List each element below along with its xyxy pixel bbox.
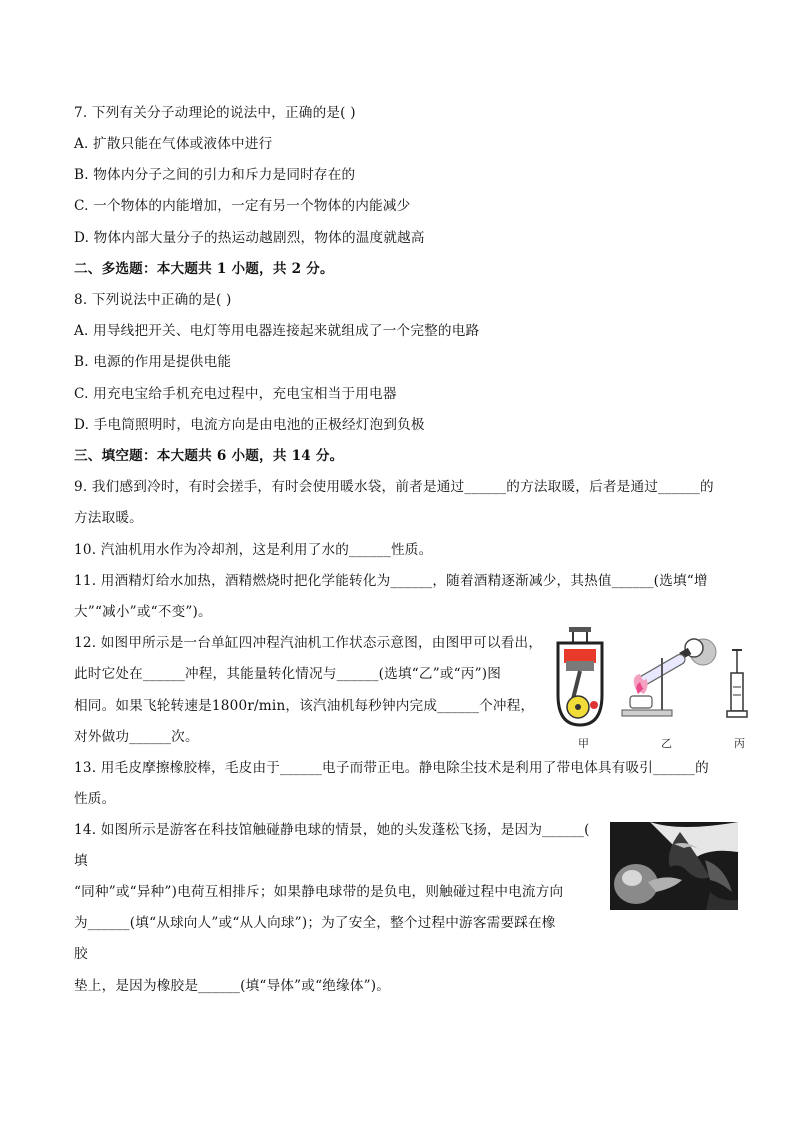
q8-option-c: C. 用充电宝给手机充电过程中，充电宝相当于用电器 bbox=[74, 386, 397, 402]
section-2-heading: 二、多选题：本大题共 1 小题，共 2 分。 bbox=[74, 261, 334, 277]
q12-line-4: 对外做功______次。 bbox=[74, 729, 199, 745]
q14-line-6: 垫上，是因为橡胶是______(填“导体”或“绝缘体”)。 bbox=[74, 978, 391, 994]
figure-caption-bing: 丙 bbox=[734, 737, 745, 750]
q9-line-2: 方法取暖。 bbox=[74, 510, 143, 526]
q12-line-3: 相同。如果飞轮转速是1800r/min，该汽油机每秒钟内完成______个冲程， bbox=[74, 698, 535, 714]
q10-line: 10. 汽油机用水作为冷却剂，这是利用了水的______性质。 bbox=[74, 542, 433, 558]
q8-option-a: A. 用导线把开关、电灯等用电器连接起来就组成了一个完整的电路 bbox=[74, 323, 480, 339]
q12-line-2: 此时它处在______冲程，其能量转化情况与______(选填“乙”或“丙”)图 bbox=[74, 666, 502, 682]
q7-option-c: C. 一个物体的内能增加，一定有另一个物体的内能减少 bbox=[74, 198, 411, 214]
q12-line-1: 12. 如图甲所示是一台单缸四冲程汽油机工作状态示意图，由图甲可以看出， bbox=[74, 635, 543, 651]
q13-line-1: 13. 用毛皮摩擦橡胶棒，毛皮由于______电子而带正电。静电除尘技术是利用了带电体具有吸引______的 bbox=[74, 760, 709, 776]
compression-cylinder-figure bbox=[722, 645, 752, 725]
q13-line-2: 性质。 bbox=[74, 791, 116, 807]
q11-line-2: 大”“减小”或“不变”)。 bbox=[74, 604, 212, 620]
test-tube-heating-figure bbox=[618, 638, 718, 723]
figure-caption-yi: 乙 bbox=[661, 737, 672, 750]
q14-line-4: 为______(填“从球向人”或“从人向球”)；为了安全，整个过程中游客需要踩在橡 bbox=[74, 915, 556, 931]
static-ball-photo bbox=[610, 822, 738, 910]
engine-diagram-figure bbox=[540, 625, 620, 730]
q14-line-3: “同种”或“异种”)电荷互相排斥；如果静电球带的是负电，则触碰过程中电流方向 bbox=[74, 884, 564, 900]
q7-option-a: A. 扩散只能在气体或液体中进行 bbox=[74, 136, 273, 152]
q7-stem: 7. 下列有关分子动理论的说法中，正确的是( ) bbox=[74, 105, 356, 121]
q14-line-2: 填 bbox=[74, 853, 88, 869]
figure-caption-jia: 甲 bbox=[578, 737, 589, 750]
q8-option-b: B. 电源的作用是提供电能 bbox=[74, 354, 232, 370]
q14-line-1: 14. 如图所示是游客在科技馆触碰静电球的情景，她的头发蓬松飞扬，是因为______( bbox=[74, 822, 590, 838]
q9-line-1: 9. 我们感到冷时，有时会搓手，有时会使用暖水袋，前者是通过______的方法取暖，后者是通过______的 bbox=[74, 479, 714, 495]
section-3-heading: 三、填空题：本大题共 6 小题，共 14 分。 bbox=[74, 448, 344, 464]
q7-option-b: B. 物体内分子之间的引力和斥力是同时存在的 bbox=[74, 167, 356, 183]
q7-option-d: D. 物体内部大量分子的热运动越剧烈，物体的温度就越高 bbox=[74, 230, 425, 246]
q8-option-d: D. 手电筒照明时，电流方向是由电池的正极经灯泡到负极 bbox=[74, 417, 425, 433]
q8-stem: 8. 下列说法中正确的是( ) bbox=[74, 292, 232, 308]
q14-line-5: 胶 bbox=[74, 946, 88, 962]
q11-line-1: 11. 用酒精灯给水加热，酒精燃烧时把化学能转化为______，随着酒精逐渐减少，其热值______(选填“增 bbox=[74, 573, 708, 589]
